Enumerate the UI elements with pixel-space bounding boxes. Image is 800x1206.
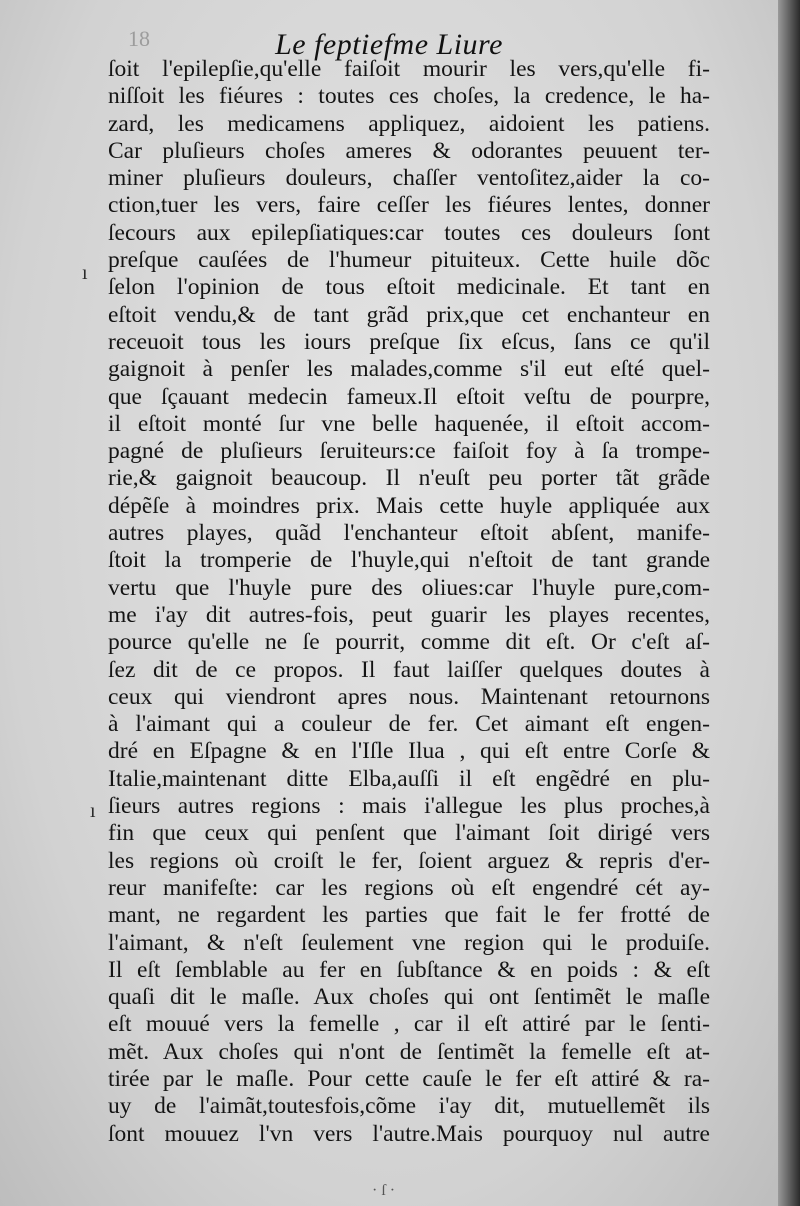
text-line: l'aimant, & n'eſt ſeulement vne region qui le produiſe. (108, 929, 710, 956)
text-line: Italie,maintenant ditte Elba,auſſi il eſt engẽdré en plu- (108, 765, 710, 792)
text-line: ſecours aux epilepſiatiques:car toutes ces douleurs ſont (108, 219, 710, 246)
text-line: reur manifeſte: car les regions où eſt engendré cét ay- (108, 874, 710, 901)
text-line: Car pluſieurs choſes ameres & odorantes peuuent ter- (108, 137, 710, 164)
text-line: receuoit tous les iours preſque ſix eſcus, ſans ce qu'il (108, 328, 710, 355)
text-line: ſont mouuez l'vn vers l'autre.Mais pourquoy nul autre (108, 1120, 710, 1147)
text-line: les regions où croiſt le fer, ſoient arguez & repris d'er- (108, 847, 710, 874)
running-title: Le feptiefme Liure (275, 28, 503, 61)
text-line: pagné de pluſieurs ſeruiteurs:ce faiſoit foy à ſa trompe- (108, 438, 710, 465)
text-line: à l'aimant qui a couleur de fer. Cet aimant eſt engen- (108, 711, 710, 738)
text-line: ſelon l'opinion de tous eſtoit medicinale. Et tant en (108, 274, 710, 301)
text-line: ſoit l'epilepſie,qu'elle faiſoit mourir les vers,qu'elle fi- (108, 56, 710, 82)
text-line: eſt mouué vers la femelle , car il eſt attiré par le ſenti- (108, 1011, 710, 1038)
text-line: tirée par le maſle. Pour cette cauſe le fer eſt attiré & ra- (108, 1065, 710, 1092)
text-line: que ſçauant medecin fameux.Il eſtoit veſtu de pourpre, (108, 383, 710, 410)
text-line: autres playes, quãd l'enchanteur eſtoit abſent, manife- (108, 520, 710, 547)
margin-mark: ı (90, 800, 96, 822)
text-line: niſſoit les fiéures : toutes ces choſes, la credence, le ha- (108, 83, 710, 110)
text-line: zard, les medicamens appliquez, aidoient les patiens. (108, 110, 710, 137)
body-text (108, 56, 710, 1148)
book-gutter (778, 0, 800, 1206)
text-line: il eſtoit monté ſur vne belle haquenée, il eſtoit accom- (108, 410, 710, 437)
text-line: ſieurs autres regions : mais i'allegue les plus proches,à (108, 793, 710, 820)
text-line: eſtoit vendu,& de tant grãd prix,que cet enchanteur en (108, 301, 710, 328)
text-line: me i'ay dit autres-fois, peut guarir les playes recentes, (108, 601, 710, 628)
text-line: vertu que l'huyle pure des oliues:car l'huyle pure,com- (108, 574, 710, 601)
text-line: Il eſt ſemblable au fer en ſubſtance & en poids : & eſt (108, 956, 710, 983)
text-line: ſtoit la tromperie de l'huyle,qui n'eſtoit de tant grande (108, 547, 710, 574)
text-line: fin que ceux qui penſent que l'aimant ſoit dirigé vers (108, 820, 710, 847)
footer-mark: · ſ · (372, 1182, 396, 1199)
margin-mark: ı (82, 262, 88, 284)
faded-page-number: 18 (128, 26, 150, 51)
text-line: pource qu'elle ne ſe pourrit, comme dit eſt. Or c'eſt aſ- (108, 629, 710, 656)
text-line: quaſi dit le maſle. Aux choſes qui ont ſentimẽt le maſle (108, 984, 710, 1011)
text-line: ſez dit de ce propos. Il faut laiſſer quelques doutes à (108, 656, 710, 683)
text-line: miner pluſieurs douleurs, chaſſer ventoſitez,aider la co- (108, 165, 710, 192)
text-line: ction,tuer les vers, faire ceſſer les fiéures lentes, donner (108, 192, 710, 219)
text-line: dré en Eſpagne & en l'Iſle Ilua , qui eſt entre Corſe & (108, 738, 710, 765)
text-line: gaignoit à penſer les malades,comme s'il eut eſté quel- (108, 356, 710, 383)
text-line: ceux qui viendront apres nous. Maintenant retournons (108, 683, 710, 710)
text-line: dépẽſe à moindres prix. Mais cette huyle appliquée aux (108, 492, 710, 519)
text-line: mẽt. Aux choſes qui n'ont de ſentimẽt la femelle eſt at- (108, 1038, 710, 1065)
text-line: rie,& gaignoit beaucoup. Il n'euſt peu porter tãt grãde (108, 465, 710, 492)
text-line: mant, ne regardent les parties que fait le fer frotté de (108, 902, 710, 929)
text-line: preſque cauſées de l'humeur pituiteux. Cette huile dõc (108, 247, 710, 274)
text-line: uy de l'aimãt,toutesfois,cõme i'ay dit, mutuellemẽt ils (108, 1093, 710, 1120)
